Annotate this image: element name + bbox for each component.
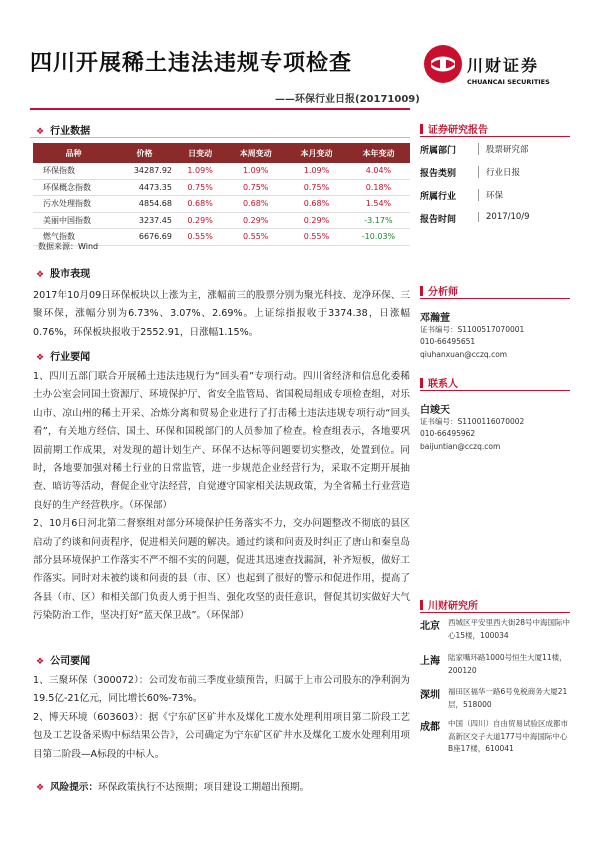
industry-news-text bbox=[33, 368, 410, 626]
paragraph: 2、10月6日河北第二督察组对部分环境保护任务落实不力，交办问题整改不彻底的县区启动了约谈和问责程序，促进相关问题的解决。通过约谈和问责及时纠正了唐山和秦皇岛部分县环境保护工作落实不严不细不实的问题，促进其迅速查找漏洞，补齐短板，做好工作落实。同时对未被约谈和问责的县（市、区）也起到了很好的警示和促进作用，提高了各县（市、区）和相关部门负责人勇于担当、强化攻坚的责任意识，督促其切实做好大气污染防治工作，坚决打好“蓝天保卫战”。（环保部） bbox=[33, 518, 410, 622]
risk-note bbox=[36, 779, 309, 793]
info-key: 所属行业 bbox=[420, 192, 457, 202]
index-name: 污水处理指数 bbox=[33, 196, 114, 213]
day-change: 0.55% bbox=[175, 229, 225, 246]
logo-emblem-icon bbox=[423, 44, 463, 84]
contact-cert: 证书编号：S1100116070002 bbox=[420, 417, 525, 426]
analyst-cert: 证书编号：S1100517070001 bbox=[420, 325, 525, 334]
risk-heading: 风险提示： bbox=[50, 782, 99, 793]
section-heading-text: 公司要闻 bbox=[50, 656, 91, 667]
info-value: 股票研究部 bbox=[478, 143, 529, 155]
month-change: 0.75% bbox=[286, 179, 347, 196]
logo-name: 川财证券 bbox=[467, 56, 540, 75]
section-heading-text: 联系人 bbox=[428, 379, 458, 390]
month-change: 0.68% bbox=[286, 196, 347, 213]
diamond-bullet-icon: ❖ bbox=[36, 270, 45, 280]
office-address: 福田区福华一路6号免税商务大厦21层，518000 bbox=[448, 687, 568, 709]
section-heading-text: 分析师 bbox=[428, 287, 458, 298]
column-header: 价格 bbox=[114, 143, 175, 163]
office-address: 陆家嘴环路1000号恒生大厦11楼，200120 bbox=[448, 653, 567, 675]
info-value: 2017/10/9 bbox=[478, 212, 530, 222]
year-change: -10.03% bbox=[347, 229, 410, 246]
analyst-email: qiuhanxuan@cczq.com bbox=[420, 350, 508, 359]
section-heading-industry bbox=[36, 348, 90, 363]
table-header-row bbox=[33, 143, 410, 163]
sidebar-heading-analyst bbox=[420, 283, 458, 298]
column-header: 本月变动 bbox=[286, 143, 347, 163]
section-heading-text: 证券研究报告 bbox=[428, 125, 488, 136]
sidebar-heading-institute bbox=[420, 597, 478, 612]
office-city: 北京 bbox=[420, 621, 440, 632]
month-change: 1.09% bbox=[286, 163, 347, 179]
index-name: 燃气指数 bbox=[33, 229, 114, 246]
day-change: 0.75% bbox=[175, 179, 225, 196]
section-divider bbox=[30, 137, 410, 138]
index-price: 4854.68 bbox=[114, 196, 175, 213]
index-price: 34287.92 bbox=[114, 163, 175, 179]
section-heading-text: 行业要闻 bbox=[50, 352, 91, 363]
sidebar-heading-report bbox=[420, 121, 488, 136]
analyst-name: 邓瀚萱 bbox=[420, 313, 450, 324]
data-source-note: 数据来源：Wind bbox=[38, 242, 99, 251]
month-change: 0.55% bbox=[286, 229, 347, 246]
day-change: 1.09% bbox=[175, 163, 225, 179]
year-change: 4.04% bbox=[347, 163, 410, 179]
diamond-bullet-icon: ❖ bbox=[36, 657, 45, 667]
section-marker-icon bbox=[420, 124, 423, 134]
week-change: 0.55% bbox=[225, 229, 286, 246]
month-change: 0.29% bbox=[286, 212, 347, 229]
risk-text: 环保政策执行不达预期；项目建设工期超出预期。 bbox=[98, 782, 310, 793]
section-marker-icon bbox=[420, 286, 423, 296]
index-price: 6676.69 bbox=[114, 229, 175, 246]
column-header: 本周变动 bbox=[225, 143, 286, 163]
diamond-bullet-icon: ❖ bbox=[36, 783, 45, 793]
page-subtitle: ——环保行业日报(20171009) bbox=[275, 94, 420, 105]
info-value: 环保 bbox=[478, 189, 503, 201]
header-divider bbox=[30, 108, 410, 110]
table-row bbox=[33, 212, 410, 229]
section-marker-icon bbox=[420, 378, 423, 388]
paragraph: 1、四川五部门联合开展稀土违法违规行为“回头看”专项行动。四川省经济和信息化委稀土办公室会同国土资源厅、环境保护厅、省安全监管局、省国税局组成专项检查组，对乐山市、凉山州的稀土开采、冶炼分离和贸易企业进行了打击稀土违法违规专项行动“回头看”，有关地方经信、国土、环保和国税部门的人员参加了检查。检查组表示，各地要巩固前期工作成果，对发现的超计划生产、环保不达标等问题要切实整改，处置到位。同时，各地要加强对稀土行业的日常监管，进一步规范企业经营行为，采取不定期开展抽查、暗访等活动，督促企业守法经营，自觉遵守国家相关法规政策，为全省稀土行业营造良好的生产经营秩序。（环保部） bbox=[33, 371, 410, 511]
contact-phone: 010-66495962 bbox=[420, 429, 476, 438]
office-address: 西城区平安里西大街28号中海国际中心15楼，100034 bbox=[448, 618, 571, 640]
office-city: 上海 bbox=[420, 656, 440, 667]
analyst-phone: 010-66495651 bbox=[420, 337, 476, 346]
week-change: 0.68% bbox=[225, 196, 286, 213]
sidebar-divider bbox=[420, 390, 570, 391]
section-heading-text: 行业数据 bbox=[50, 126, 91, 137]
sidebar-divider bbox=[420, 298, 570, 299]
week-change: 1.09% bbox=[225, 163, 286, 179]
index-name: 环保概念指数 bbox=[33, 179, 114, 196]
day-change: 0.68% bbox=[175, 196, 225, 213]
sidebar-divider bbox=[420, 612, 570, 613]
section-heading-stock bbox=[36, 265, 90, 280]
market-data-table bbox=[33, 143, 410, 246]
office-city: 成都 bbox=[420, 722, 440, 733]
office-city: 深圳 bbox=[420, 690, 440, 701]
page-title: 四川开展稀土违法违规专项检查 bbox=[30, 51, 353, 76]
column-header: 品种 bbox=[33, 143, 114, 163]
diamond-bullet-icon: ❖ bbox=[36, 353, 45, 363]
year-change: -3.17% bbox=[347, 212, 410, 229]
column-header: 本年变动 bbox=[347, 143, 410, 163]
company-news-text bbox=[33, 672, 410, 764]
table-row bbox=[33, 196, 410, 213]
info-key: 所属部门 bbox=[420, 146, 457, 156]
paragraph: 2017年10月09日环保板块以上涨为主，涨幅前三的股票分别为聚光科技、龙净环保、三聚环保，涨幅分别为6.73%、3.07%、2.69%。上证综指报收于3374.38，日涨幅0.76%，环保板块报收于2552.91，日涨幅1.15%。 bbox=[33, 290, 410, 338]
index-name: 美丽中国指数 bbox=[33, 212, 114, 229]
day-change: 0.29% bbox=[175, 212, 225, 229]
week-change: 0.29% bbox=[225, 212, 286, 229]
stock-performance-text bbox=[33, 287, 410, 342]
index-price: 4473.35 bbox=[114, 179, 175, 196]
section-heading-text: 股市表现 bbox=[50, 269, 91, 280]
year-change: 0.18% bbox=[347, 179, 410, 196]
contact-name: 白竣天 bbox=[420, 405, 450, 416]
info-key: 报告类别 bbox=[420, 169, 457, 179]
info-key: 报告时间 bbox=[420, 215, 457, 225]
section-marker-icon bbox=[420, 600, 423, 610]
year-change: 1.54% bbox=[347, 196, 410, 213]
index-price: 3237.45 bbox=[114, 212, 175, 229]
diamond-bullet-icon: ❖ bbox=[36, 127, 45, 137]
table-row bbox=[33, 163, 410, 179]
paragraph: 1、三聚环保（300072）：公司发布前三季度业绩预告，归属于上市公司股东的净利润为19.5亿-21亿元，同比增长60%-73%。 bbox=[33, 675, 410, 705]
week-change: 0.75% bbox=[225, 179, 286, 196]
section-heading-company bbox=[36, 652, 90, 667]
office-address: 中国（四川）自由贸易试验区成都市高新区交子大道177号中海国际中心B座17楼，610041 bbox=[448, 719, 568, 753]
section-heading-market bbox=[36, 122, 90, 137]
info-value: 行业日报 bbox=[478, 166, 520, 178]
sidebar-divider bbox=[420, 136, 570, 137]
section-heading-text: 川财研究所 bbox=[428, 601, 478, 612]
table-row bbox=[33, 179, 410, 196]
paragraph: 2、博天环境（603603）：据《宁东矿区矿井水及煤化工废水处理利用项目第二阶段工艺包及工艺设备采购中标结果公告》，公司确定为宁东矿区矿井水及煤化工废水处理利用项目第二阶段—A标段的中标人。 bbox=[33, 711, 410, 760]
column-header: 日变动 bbox=[175, 143, 225, 163]
sidebar-heading-contact bbox=[420, 375, 458, 390]
contact-email: baijuntian@cczq.com bbox=[420, 442, 501, 451]
logo-english-name: CHUANCAI SECURITIES bbox=[467, 78, 550, 86]
index-name: 环保指数 bbox=[33, 163, 114, 179]
